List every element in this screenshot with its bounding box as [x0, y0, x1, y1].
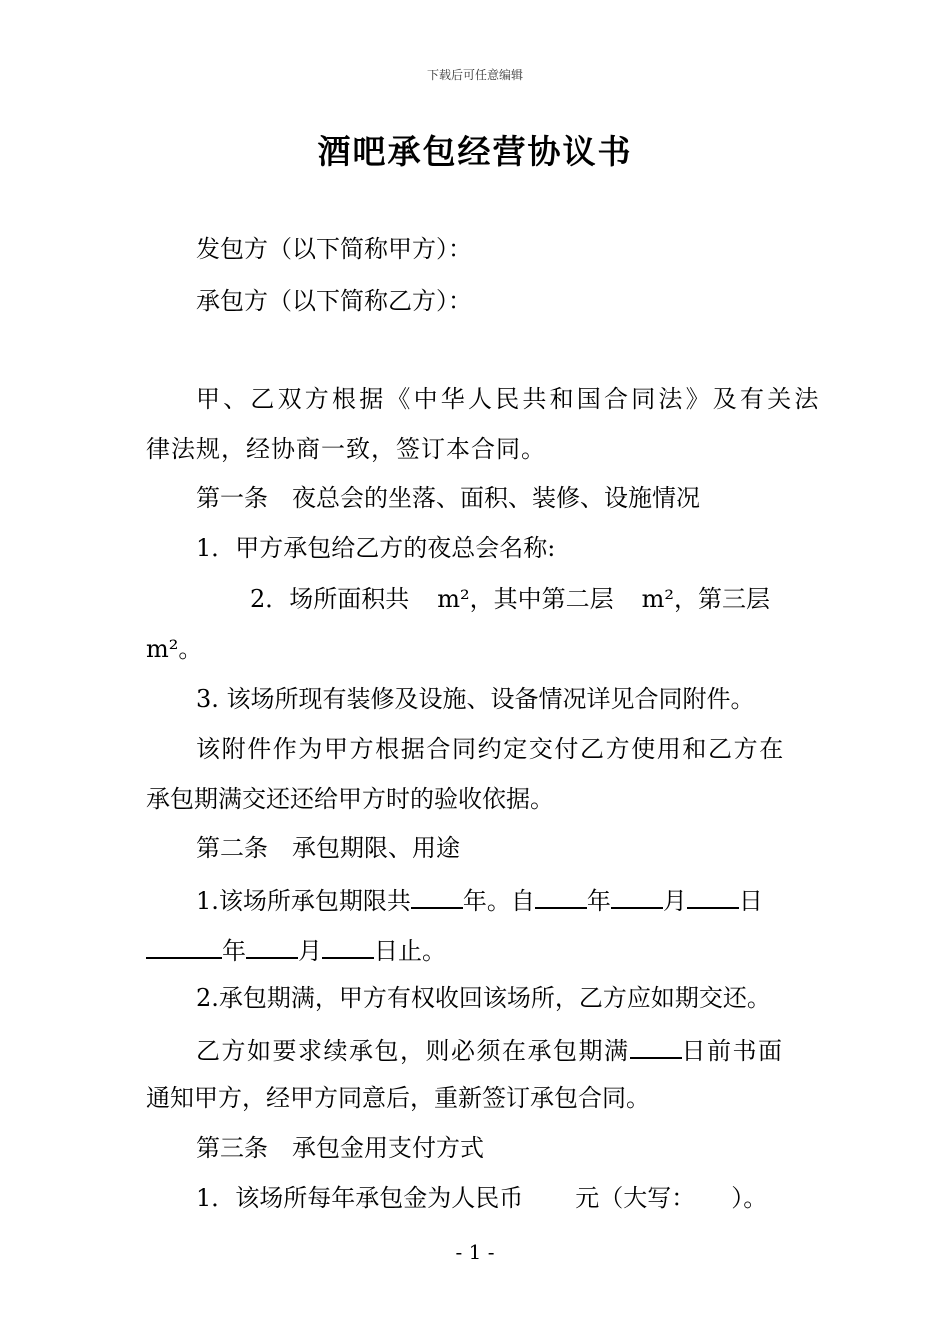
page-number: - 1 - — [455, 1240, 495, 1264]
header-note: 下载后可任意编辑 — [426, 68, 523, 82]
start-year-label: 年 — [586, 887, 611, 915]
article-1-item-1: 1．甲方承包给乙方的夜总会名称: — [196, 534, 556, 562]
end-month-label: 月 — [298, 937, 322, 965]
annex-note-line-2: 承包期满交还还给甲方时的验收依据。 — [146, 785, 554, 813]
article-1-heading: 第一条 夜总会的坐落、面积、装修、设施情况 — [196, 484, 700, 512]
article-2-heading: 第二条 承包期限、用途 — [196, 834, 460, 862]
renewal-line-2: 通知甲方，经甲方同意后，重新签订承包合同。 — [146, 1084, 650, 1112]
term-years-blank[interactable] — [411, 883, 463, 909]
article-2-item-2: 2.承包期满，甲方有权收回该场所，乙方应如期交还。 — [196, 984, 771, 1012]
renewal-notice-label: 日前书面 — [681, 1037, 784, 1065]
rent-capital-label: 元（大写： — [575, 1184, 696, 1212]
article-3-item-1 — [196, 1183, 767, 1213]
article-2-item-1 — [196, 883, 763, 916]
article-1-item-2 — [250, 584, 770, 614]
area-total-label: 2．场所面积共 — [250, 585, 410, 613]
start-month-blank[interactable] — [611, 883, 663, 909]
renewal-days-blank[interactable] — [630, 1033, 682, 1059]
article-3-heading: 第三条 承包金用支付方式 — [196, 1134, 484, 1162]
article-2-item-1-cont — [146, 933, 446, 966]
area-third-floor-label: m²，第三层 — [641, 585, 771, 613]
article-1-item-3: 3. 该场所现有装修及设施、设备情况详见合同附件。 — [196, 685, 755, 713]
area-unit: m²。 — [146, 635, 203, 663]
end-day-blank[interactable] — [322, 933, 374, 959]
end-year-blank[interactable] — [146, 933, 222, 959]
start-day-label: 日 — [738, 887, 763, 915]
contractor-party: 承包方（以下简称乙方）： — [196, 287, 472, 315]
issuer-party: 发包方（以下简称甲方）： — [196, 235, 472, 263]
end-month-blank[interactable] — [246, 933, 298, 959]
start-month-label: 月 — [662, 887, 687, 915]
intro-line-2: 律法规，经协商一致，签订本合同。 — [146, 435, 546, 463]
intro-line-1: 甲、乙双方根据《中华人民共和国合同法》及有关法 — [196, 385, 822, 413]
renewal-line-1 — [196, 1033, 784, 1066]
start-day-blank[interactable] — [687, 883, 739, 909]
end-day-label: 日止。 — [374, 937, 446, 965]
area-second-floor-label: m²，其中第二层 — [437, 585, 614, 613]
term-start-label: 年。自 — [462, 887, 535, 915]
rent-label: 1．该场所每年承包金为人民币 — [196, 1184, 524, 1212]
term-label: 1.该场所承包期限共 — [196, 887, 411, 915]
renewal-label: 乙方如要求续承包，则必须在承包期满 — [196, 1037, 630, 1065]
annex-note-line-1: 该附件作为甲方根据合同约定交付乙方使用和乙方在 — [196, 735, 785, 763]
rent-close-label: ）。 — [731, 1184, 768, 1212]
start-year-blank[interactable] — [535, 883, 587, 909]
end-year-label: 年 — [222, 937, 246, 965]
document-title: 酒吧承包经营协议书 — [317, 132, 633, 171]
